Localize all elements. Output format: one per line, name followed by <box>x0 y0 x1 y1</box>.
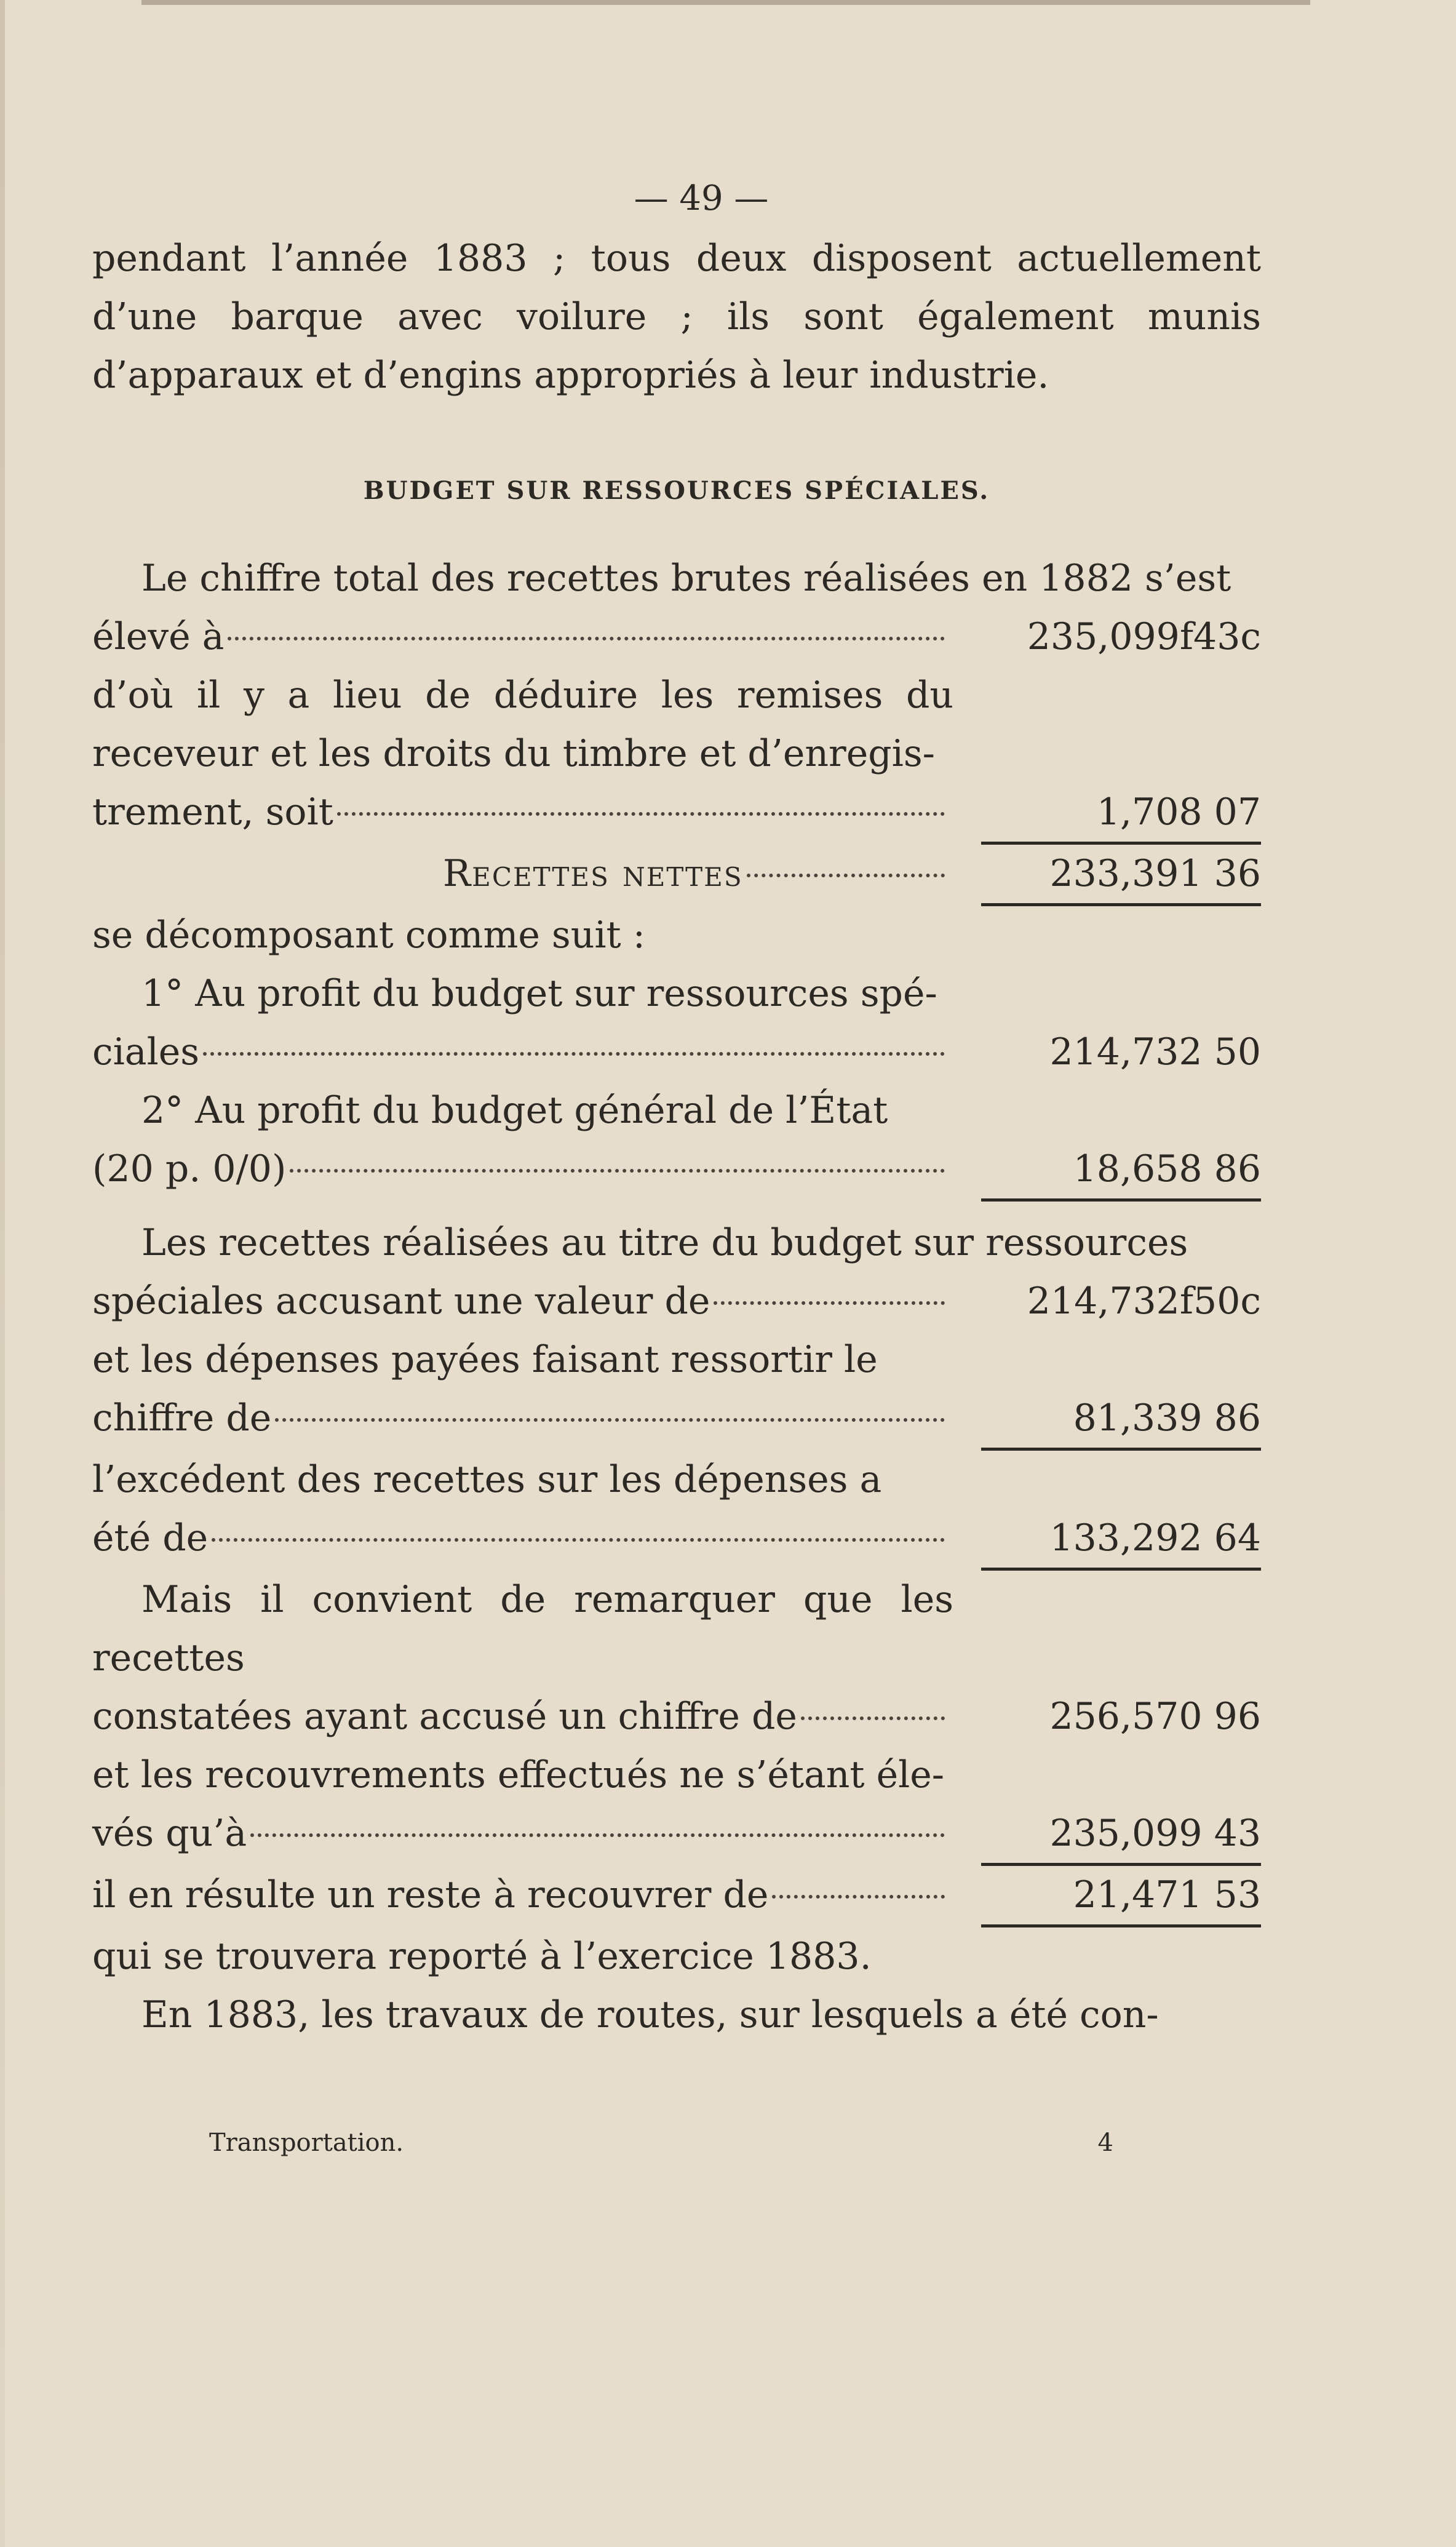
net-row <box>92 845 1261 903</box>
dot-leader <box>212 1538 945 1542</box>
surplus-row <box>92 1451 1261 1568</box>
rest-row <box>92 1866 1261 1924</box>
surplus-label: été de <box>92 1517 209 1560</box>
dot-leader <box>714 1301 945 1305</box>
amount-rest: 21,471 53 <box>1073 1873 1261 1916</box>
document-page <box>92 178 1261 2044</box>
recovery-text: et les recouvrements effectués ne s’étant éle- <box>92 1753 945 1796</box>
amount-item1: 214,732 50 <box>1049 1030 1261 1074</box>
net-label: Recettes nettes <box>443 852 743 895</box>
constated-text: Mais il convient de remarquer que les recettes <box>92 1578 953 1680</box>
dot-leader <box>747 874 945 877</box>
report-text: qui se trouvera reporté à l’exercice 1883. <box>92 1935 872 1978</box>
sum-rule <box>981 1198 1261 1202</box>
page-left-edge <box>0 0 5 2547</box>
page-footer <box>209 2129 1113 2157</box>
revenue-label: spéciales accusant une valeur de <box>92 1280 710 1323</box>
item2-label: (20 p. 0/0) <box>92 1147 287 1190</box>
amount-revenue: 214,732f50c <box>1027 1280 1261 1323</box>
deduct-label: trement, soit <box>92 791 333 834</box>
expense-text: et les dépenses payées faisant ressortir le <box>92 1338 878 1381</box>
amount-expense: 81,339 86 <box>1073 1397 1261 1440</box>
expense-label: chiffre de <box>92 1397 272 1440</box>
amount-constated: 256,570 96 <box>1049 1695 1261 1738</box>
recovery-row <box>92 1746 1261 1863</box>
surplus-text: l’excédent des recettes sur les dépenses a <box>92 1458 882 1501</box>
item1-text: 1° Au profit du budget sur ressources spé- <box>141 972 937 1015</box>
rest-label: il en résulte un reste à recouvrer de <box>92 1873 769 1916</box>
section-heading: BUDGET SUR RESSOURCES SPÉCIALES. <box>363 476 990 505</box>
footer-sheet-number: 4 <box>1097 2129 1113 2157</box>
dot-leader <box>275 1418 945 1422</box>
dot-leader <box>337 812 945 816</box>
paragraph-gross-line1: Le chiffre total des recettes brutes réalisées en 1882 s’est <box>141 557 1231 600</box>
paragraph-revenue-line1: Les recettes réalisées au titre du budget sur ressources <box>141 1221 1188 1264</box>
item2-text: 2° Au profit du budget général de l’État <box>141 1089 888 1132</box>
amount-gross: 235,099f43c <box>1027 615 1261 658</box>
decomposition-text: se décomposant comme suit : <box>92 914 645 957</box>
item1-label: ciales <box>92 1030 200 1074</box>
page-top-edge <box>141 0 1310 5</box>
constated-label: constatées ayant accusé un chiffre de <box>92 1695 797 1738</box>
recovery-label: vés qu’à <box>92 1812 247 1855</box>
footer-signature: Transportation. <box>209 2129 404 2157</box>
revenue-row <box>92 1272 1261 1331</box>
amount-item2: 18,658 86 <box>1073 1147 1261 1190</box>
expense-row <box>92 1331 1261 1448</box>
intro-paragraph: pendant l’année 1883 ; tous deux disposent actuellement d’une barque avec voilure ; ils sont également munis d’apparaux et d’engins appropriés à leur industrie. <box>92 237 1261 397</box>
dot-leader <box>290 1169 945 1173</box>
item2-row <box>92 1082 1261 1198</box>
dot-leader <box>203 1052 945 1056</box>
dot-leader <box>228 637 945 640</box>
page-number: — 49 — <box>634 178 769 218</box>
final-line: En 1883, les travaux de routes, sur lesquels a été con- <box>141 1993 1159 2036</box>
amount-deduct: 1,708 07 <box>1096 791 1261 834</box>
amount-surplus: 133,292 64 <box>1049 1517 1261 1560</box>
constated-row <box>92 1571 1261 1746</box>
deduct-text: d’où il y a lieu de déduire les remises du receveur et les droits du timbre et d’enregis- <box>92 674 953 775</box>
deduct-row <box>92 666 1261 842</box>
dot-leader <box>250 1833 945 1837</box>
item1-row <box>92 965 1261 1082</box>
gross-label: élevé à <box>92 615 225 658</box>
dot-leader <box>772 1895 945 1899</box>
amount-net: 233,391 36 <box>1049 852 1261 895</box>
dot-leader <box>801 1716 945 1720</box>
amount-recovery: 235,099 43 <box>1049 1812 1261 1855</box>
gross-row <box>92 608 1261 666</box>
